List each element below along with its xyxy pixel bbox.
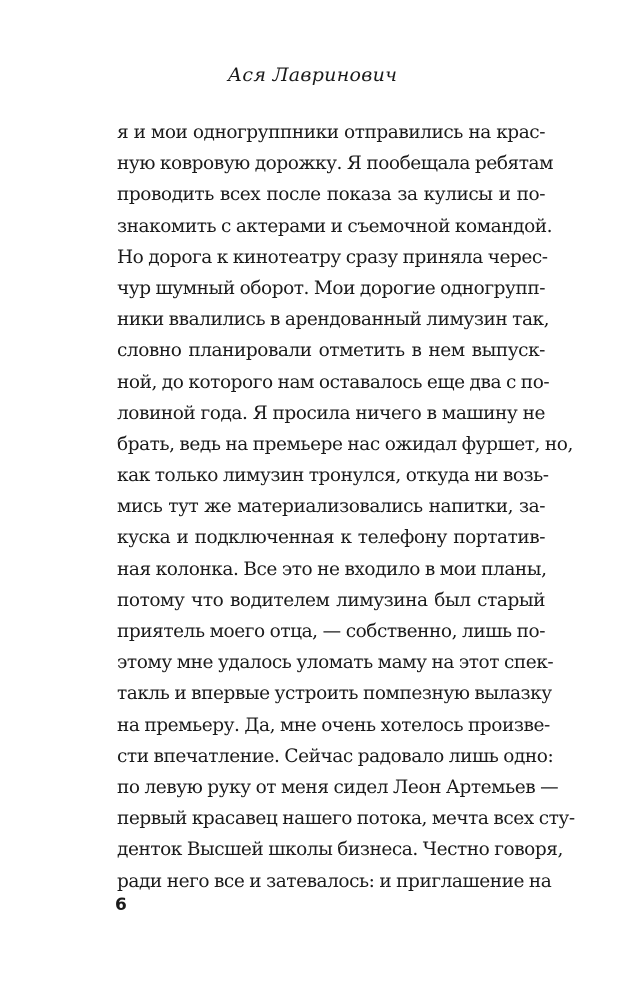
text-line: я и мои одногруппники отправились на крас- xyxy=(117,122,545,143)
body-text xyxy=(117,117,575,897)
text-line: мись тут же материализовались напитки, за- xyxy=(117,496,545,518)
text-line: куска и подключенная к телефону портатив- xyxy=(117,527,545,549)
text-line: первый красавец нашего потока, мечта всех сту- xyxy=(117,808,575,830)
text-line: ловиной года. Я просила ничего в машину не xyxy=(117,402,545,424)
text-line: сти впечатление. Сейчас радовало лишь одно: xyxy=(117,745,554,767)
text-line: на премьеру. Да, мне очень хотелось произве- xyxy=(117,714,550,736)
text-line: приятель моего отца, — собственно, лишь по- xyxy=(117,621,545,642)
text-line: проводить всех после показа за кулисы и по- xyxy=(117,184,545,206)
text-line: ной, до которого нам оставалось еще два с по- xyxy=(117,371,550,393)
page-number: 6 xyxy=(115,895,127,915)
text-line: словно планировали отметить в нем выпуск- xyxy=(117,340,545,362)
text-line: этому мне удалось уломать маму на этот спек- xyxy=(117,652,554,674)
text-line: брать, ведь на премьере нас ожидал фуршет, но, xyxy=(117,433,573,455)
text-line: чур шумный оборот. Мои дорогие одногрупп- xyxy=(117,277,546,299)
text-line: денток Высшей школы бизнеса. Честно говоря, xyxy=(117,839,563,861)
text-line: как только лимузин тронулся, откуда ни возь- xyxy=(117,465,549,487)
running-head-author: Ася Лавринович xyxy=(227,64,398,86)
text-line: знакомить с актерами и съемочной командой. xyxy=(117,215,553,237)
text-line: Но дорога к кинотеатру сразу приняла черес- xyxy=(117,246,548,268)
text-line: ради него все и затевалось: и приглашение на xyxy=(117,870,552,892)
text-line: такль и впервые устроить помпезную вылазку xyxy=(117,683,552,705)
text-line: ную ковровую дорожку. Я пообещала ребятам xyxy=(117,153,554,175)
text-line: по левую руку от меня сидел Леон Артемьев — xyxy=(117,776,559,798)
text-line: ники ввалились в арендованный лимузин так, xyxy=(117,309,550,331)
text-line: потому что водителем лимузина был старый xyxy=(117,589,545,611)
text-line: ная колонка. Все это не входило в мои планы, xyxy=(117,558,547,580)
